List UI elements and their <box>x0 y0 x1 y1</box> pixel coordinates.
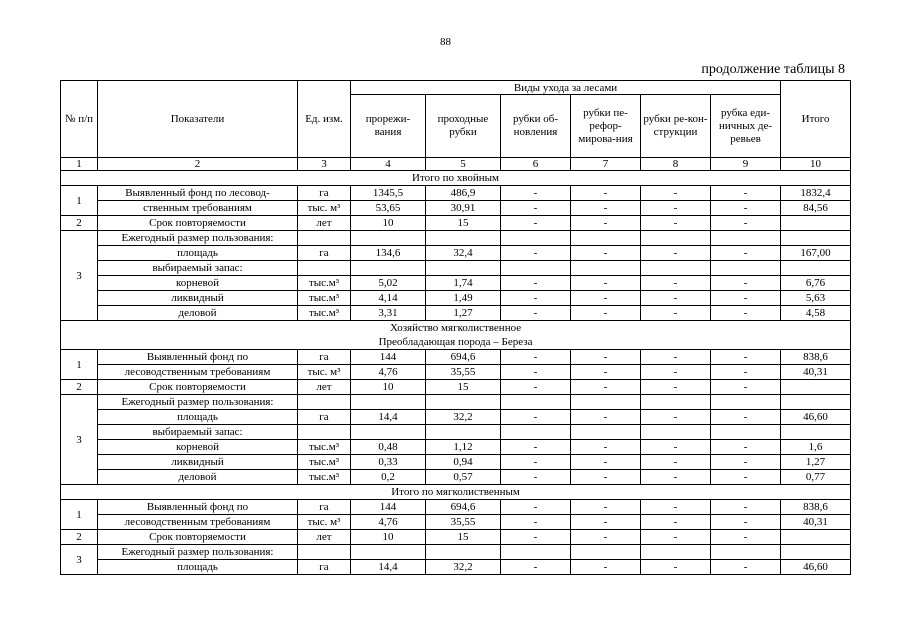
value-cell: - <box>711 440 781 455</box>
row-index: 2 <box>61 380 98 395</box>
table-row <box>61 350 851 365</box>
value-cell: 3,31 <box>351 306 426 321</box>
value-cell: 32,2 <box>426 560 501 575</box>
unit-cell: га <box>298 560 351 575</box>
value-cell: - <box>711 216 781 231</box>
indicator-cell: Выявленный фонд по <box>98 350 298 365</box>
value-cell: 0,94 <box>426 455 501 470</box>
table-row <box>61 261 851 276</box>
table-row <box>61 216 851 231</box>
indicator-cell: деловой <box>98 470 298 485</box>
unit-cell: тыс.м³ <box>298 276 351 291</box>
value-cell: - <box>501 530 571 545</box>
row-index: 3 <box>61 231 98 321</box>
unit-cell: тыс.м³ <box>298 306 351 321</box>
value-cell <box>426 425 501 440</box>
value-cell: - <box>711 515 781 530</box>
header-type: рубки пе-рефор-мирова-ния <box>571 95 641 158</box>
value-cell: 10 <box>351 530 426 545</box>
value-cell: 134,6 <box>351 246 426 261</box>
value-cell: - <box>571 201 641 216</box>
value-cell <box>501 231 571 246</box>
value-cell: 694,6 <box>426 350 501 365</box>
value-cell: - <box>641 515 711 530</box>
value-cell: 15 <box>426 380 501 395</box>
value-cell: - <box>571 530 641 545</box>
indicator-cell: выбираемый запас: <box>98 261 298 276</box>
value-cell: 486,9 <box>426 186 501 201</box>
value-cell <box>571 425 641 440</box>
section-title <box>61 485 851 500</box>
value-cell <box>501 261 571 276</box>
total-cell: 4,58 <box>781 306 851 321</box>
value-cell: 0,2 <box>351 470 426 485</box>
value-cell: 144 <box>351 500 426 515</box>
header-care-types-group: Виды ухода за лесами <box>351 81 781 95</box>
row-index: 1 <box>61 186 98 216</box>
value-cell: 1,49 <box>426 291 501 306</box>
value-cell: - <box>571 365 641 380</box>
unit-cell: тыс. м³ <box>298 201 351 216</box>
row-index: 1 <box>61 500 98 530</box>
row-index: 2 <box>61 530 98 545</box>
header-type: рубки об-новления <box>501 95 571 158</box>
value-cell: - <box>641 455 711 470</box>
table-row <box>61 500 851 515</box>
indicator-cell: деловой <box>98 306 298 321</box>
value-cell: - <box>501 186 571 201</box>
column-number: 9 <box>711 158 781 171</box>
value-cell <box>426 231 501 246</box>
value-cell: - <box>501 216 571 231</box>
value-cell: - <box>641 276 711 291</box>
total-cell <box>781 231 851 246</box>
value-cell: - <box>501 306 571 321</box>
value-cell: - <box>711 186 781 201</box>
table-body <box>61 171 851 575</box>
value-cell: 144 <box>351 350 426 365</box>
value-cell: - <box>571 380 641 395</box>
table-row <box>61 515 851 530</box>
value-cell: - <box>501 515 571 530</box>
value-cell <box>351 425 426 440</box>
indicator-cell: Ежегодный размер пользования: <box>98 395 298 410</box>
unit-cell: тыс.м³ <box>298 470 351 485</box>
header-indicator: Показатели <box>98 81 298 158</box>
value-cell: 0,48 <box>351 440 426 455</box>
value-cell: 14,4 <box>351 410 426 425</box>
table-row <box>61 201 851 216</box>
value-cell: - <box>641 560 711 575</box>
value-cell: - <box>711 530 781 545</box>
indicator-cell: Срок повторяемости <box>98 380 298 395</box>
total-cell <box>781 395 851 410</box>
total-cell: 0,77 <box>781 470 851 485</box>
indicator-cell: выбираемый запас: <box>98 425 298 440</box>
table-row <box>61 276 851 291</box>
value-cell: - <box>501 410 571 425</box>
section-title-row <box>61 171 851 186</box>
forest-care-table <box>60 80 851 575</box>
unit-cell: лет <box>298 216 351 231</box>
value-cell: 30,91 <box>426 201 501 216</box>
indicator-cell: Срок повторяемости <box>98 530 298 545</box>
table-row <box>61 545 851 560</box>
value-cell <box>571 261 641 276</box>
total-cell: 84,56 <box>781 201 851 216</box>
row-index: 3 <box>61 395 98 485</box>
value-cell: 15 <box>426 216 501 231</box>
value-cell <box>711 545 781 560</box>
value-cell <box>351 395 426 410</box>
unit-cell: га <box>298 246 351 261</box>
value-cell: - <box>711 470 781 485</box>
table-continuation-caption: продолжение таблицы 8 <box>701 62 845 77</box>
header-index: № п/п <box>61 81 98 158</box>
column-number: 2 <box>98 158 298 171</box>
section-title-line: Итого по мягколиственным <box>391 486 520 498</box>
value-cell: - <box>711 380 781 395</box>
section-title <box>61 321 851 350</box>
value-cell: 1345,5 <box>351 186 426 201</box>
column-number: 3 <box>298 158 351 171</box>
value-cell: - <box>501 201 571 216</box>
value-cell: - <box>641 365 711 380</box>
value-cell: 0,33 <box>351 455 426 470</box>
indicator-cell: лесоводственным требованиям <box>98 365 298 380</box>
value-cell: - <box>641 500 711 515</box>
indicator-cell: корневой <box>98 276 298 291</box>
value-cell: - <box>571 246 641 261</box>
total-cell <box>781 530 851 545</box>
value-cell <box>641 261 711 276</box>
section-title-row <box>61 321 851 350</box>
value-cell: 4,76 <box>351 365 426 380</box>
value-cell <box>501 395 571 410</box>
value-cell: 5,02 <box>351 276 426 291</box>
value-cell: - <box>501 380 571 395</box>
column-numbers-row <box>61 158 851 171</box>
value-cell: - <box>641 350 711 365</box>
value-cell <box>711 425 781 440</box>
value-cell: 32,2 <box>426 410 501 425</box>
table-row <box>61 440 851 455</box>
value-cell: 694,6 <box>426 500 501 515</box>
value-cell <box>501 425 571 440</box>
value-cell: - <box>711 350 781 365</box>
indicator-cell: площадь <box>98 246 298 261</box>
table-row <box>61 410 851 425</box>
value-cell <box>571 395 641 410</box>
section-title-line: Преобладающая порода – Береза <box>378 336 533 348</box>
row-index: 3 <box>61 545 98 575</box>
table-row <box>61 231 851 246</box>
indicator-cell: Выявленный фонд по <box>98 500 298 515</box>
value-cell: 10 <box>351 380 426 395</box>
value-cell: - <box>641 201 711 216</box>
value-cell: - <box>711 276 781 291</box>
value-cell <box>351 261 426 276</box>
value-cell: - <box>711 246 781 261</box>
section-title-line: Хозяйство мягколиственное <box>389 322 522 334</box>
column-number: 5 <box>426 158 501 171</box>
value-cell <box>711 261 781 276</box>
value-cell: - <box>571 500 641 515</box>
unit-cell: га <box>298 410 351 425</box>
value-cell: - <box>571 440 641 455</box>
indicator-cell: площадь <box>98 560 298 575</box>
unit-cell: лет <box>298 380 351 395</box>
value-cell: 1,74 <box>426 276 501 291</box>
header-unit: Ед. изм. <box>298 81 351 158</box>
value-cell <box>501 545 571 560</box>
value-cell <box>711 231 781 246</box>
total-cell: 40,31 <box>781 515 851 530</box>
value-cell: - <box>641 291 711 306</box>
total-cell: 46,60 <box>781 560 851 575</box>
value-cell: - <box>711 306 781 321</box>
indicator-cell: ликвидный <box>98 291 298 306</box>
unit-cell: га <box>298 500 351 515</box>
section-title <box>61 171 851 186</box>
value-cell: - <box>571 455 641 470</box>
total-cell <box>781 380 851 395</box>
value-cell: - <box>641 470 711 485</box>
indicator-cell: лесоводственным требованиям <box>98 515 298 530</box>
value-cell: - <box>501 350 571 365</box>
value-cell: - <box>641 246 711 261</box>
value-cell: - <box>501 365 571 380</box>
value-cell: - <box>501 291 571 306</box>
total-cell <box>781 425 851 440</box>
total-cell: 1,27 <box>781 455 851 470</box>
value-cell: 32,4 <box>426 246 501 261</box>
value-cell: - <box>641 216 711 231</box>
indicator-cell: Выявленный фонд по лесовод- <box>98 186 298 201</box>
section-title-row <box>61 485 851 500</box>
value-cell <box>351 231 426 246</box>
header-type: проходные рубки <box>426 95 501 158</box>
value-cell: - <box>711 410 781 425</box>
table-row <box>61 365 851 380</box>
value-cell: - <box>501 455 571 470</box>
table-row <box>61 560 851 575</box>
table-row <box>61 530 851 545</box>
value-cell <box>571 231 641 246</box>
value-cell <box>351 545 426 560</box>
value-cell: 1,27 <box>426 306 501 321</box>
total-cell: 6,76 <box>781 276 851 291</box>
value-cell <box>641 231 711 246</box>
row-index: 2 <box>61 216 98 231</box>
unit-cell: тыс.м³ <box>298 291 351 306</box>
total-cell: 1,6 <box>781 440 851 455</box>
unit-cell: тыс.м³ <box>298 440 351 455</box>
total-cell: 167,00 <box>781 246 851 261</box>
value-cell: - <box>641 410 711 425</box>
unit-cell <box>298 395 351 410</box>
header-type: рубки ре-кон-струкции <box>641 95 711 158</box>
value-cell: - <box>501 470 571 485</box>
header-type: прорежи-вания <box>351 95 426 158</box>
value-cell: - <box>571 276 641 291</box>
value-cell: - <box>571 470 641 485</box>
value-cell <box>641 395 711 410</box>
value-cell: - <box>711 455 781 470</box>
value-cell: - <box>571 410 641 425</box>
value-cell: - <box>711 291 781 306</box>
page-number: 88 <box>440 36 451 48</box>
table-row <box>61 306 851 321</box>
total-cell: 1832,4 <box>781 186 851 201</box>
total-cell <box>781 216 851 231</box>
column-number: 8 <box>641 158 711 171</box>
indicator-cell: ственным требованиям <box>98 201 298 216</box>
value-cell: - <box>641 530 711 545</box>
value-cell: - <box>641 380 711 395</box>
unit-cell: га <box>298 350 351 365</box>
column-number: 4 <box>351 158 426 171</box>
table-row <box>61 186 851 201</box>
value-cell: - <box>711 201 781 216</box>
section-title-line: Итого по хвойным <box>412 172 500 184</box>
value-cell: 4,76 <box>351 515 426 530</box>
value-cell: - <box>501 500 571 515</box>
unit-cell: га <box>298 186 351 201</box>
unit-cell: тыс. м³ <box>298 365 351 380</box>
value-cell: - <box>571 306 641 321</box>
value-cell <box>426 545 501 560</box>
value-cell: - <box>571 515 641 530</box>
value-cell: - <box>641 186 711 201</box>
value-cell: - <box>501 440 571 455</box>
indicator-cell: Срок повторяемости <box>98 216 298 231</box>
value-cell: 4,14 <box>351 291 426 306</box>
value-cell: 1,12 <box>426 440 501 455</box>
table-row <box>61 291 851 306</box>
table-row <box>61 395 851 410</box>
unit-cell <box>298 425 351 440</box>
value-cell: - <box>711 500 781 515</box>
value-cell: - <box>571 291 641 306</box>
total-cell: 838,6 <box>781 500 851 515</box>
indicator-cell: корневой <box>98 440 298 455</box>
indicator-cell: площадь <box>98 410 298 425</box>
row-index: 1 <box>61 350 98 380</box>
value-cell: 0,57 <box>426 470 501 485</box>
column-number: 10 <box>781 158 851 171</box>
value-cell <box>641 425 711 440</box>
value-cell: - <box>641 440 711 455</box>
table-row <box>61 380 851 395</box>
column-number: 6 <box>501 158 571 171</box>
unit-cell: тыс. м³ <box>298 515 351 530</box>
value-cell: - <box>571 350 641 365</box>
header-type: рубка еди-ничных де-ревьев <box>711 95 781 158</box>
value-cell: - <box>641 306 711 321</box>
value-cell: - <box>711 560 781 575</box>
value-cell <box>426 395 501 410</box>
value-cell: 14,4 <box>351 560 426 575</box>
value-cell: 53,65 <box>351 201 426 216</box>
total-cell <box>781 261 851 276</box>
total-cell: 5,63 <box>781 291 851 306</box>
value-cell: - <box>571 186 641 201</box>
value-cell <box>571 545 641 560</box>
value-cell: 35,55 <box>426 365 501 380</box>
value-cell: - <box>501 560 571 575</box>
total-cell <box>781 545 851 560</box>
value-cell: - <box>501 246 571 261</box>
value-cell <box>426 261 501 276</box>
table-row <box>61 455 851 470</box>
value-cell: 35,55 <box>426 515 501 530</box>
indicator-cell: Ежегодный размер пользования: <box>98 231 298 246</box>
unit-cell <box>298 545 351 560</box>
header-total: Итого <box>781 81 851 158</box>
value-cell <box>641 545 711 560</box>
value-cell: - <box>571 216 641 231</box>
value-cell: 10 <box>351 216 426 231</box>
value-cell: 15 <box>426 530 501 545</box>
value-cell: - <box>711 365 781 380</box>
table-row <box>61 425 851 440</box>
unit-cell: тыс.м³ <box>298 455 351 470</box>
value-cell: - <box>571 560 641 575</box>
unit-cell <box>298 261 351 276</box>
unit-cell: лет <box>298 530 351 545</box>
total-cell: 838,6 <box>781 350 851 365</box>
value-cell: - <box>501 276 571 291</box>
total-cell: 40,31 <box>781 365 851 380</box>
column-number: 7 <box>571 158 641 171</box>
table-row <box>61 246 851 261</box>
indicator-cell: Ежегодный размер пользования: <box>98 545 298 560</box>
table-row <box>61 470 851 485</box>
column-number: 1 <box>61 158 98 171</box>
total-cell: 46,60 <box>781 410 851 425</box>
unit-cell <box>298 231 351 246</box>
indicator-cell: ликвидный <box>98 455 298 470</box>
value-cell <box>711 395 781 410</box>
